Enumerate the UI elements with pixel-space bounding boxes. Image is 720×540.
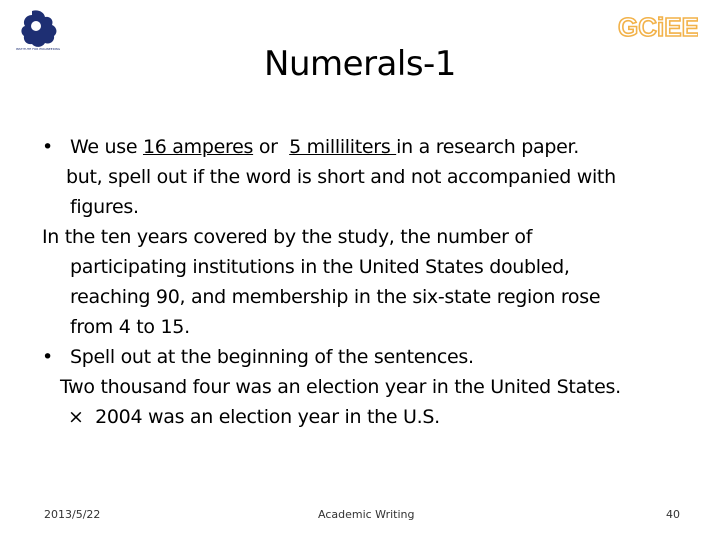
- institute-logo-caption: INSTITUTE FOR ENGINEERING: [15, 47, 61, 51]
- bullet-marker: •: [42, 136, 53, 158]
- footer-date: 2013/5/22: [44, 508, 101, 521]
- cross-mark-icon: ×: [68, 406, 84, 428]
- line1-prefix: We use: [70, 136, 143, 158]
- bullet-line-1: [44, 132, 714, 162]
- gciee-logo: [618, 12, 698, 42]
- line-8: Spell out at the beginning of the sentences.: [70, 346, 474, 368]
- line-7: from 4 to 15.: [70, 316, 190, 338]
- bullet-line-2: [44, 342, 714, 372]
- bullet-marker: •: [42, 346, 53, 368]
- line-10: [44, 402, 714, 432]
- footer-page-number: 40: [666, 508, 680, 521]
- line-10-text: 2004 was an election year in the U.S.: [95, 406, 440, 428]
- line-9: Two thousand four was an election year in the United States.: [60, 376, 621, 398]
- line-5: participating institutions in the United States doubled,: [70, 256, 570, 278]
- line1-underlined-1: 16 amperes: [142, 136, 254, 158]
- line-2: but, spell out if the word is short and not accompanied with: [66, 166, 616, 188]
- line1-mid: or: [253, 136, 290, 158]
- line-3: figures.: [70, 196, 139, 218]
- line-6: reaching 90, and membership in the six-state region rose: [70, 286, 601, 308]
- footer-title: Academic Writing: [318, 508, 415, 521]
- gciee-logo-text: GCiEE: [618, 12, 698, 42]
- line1-suffix: in a research paper.: [396, 136, 579, 158]
- slide-title: Numerals-1: [264, 44, 456, 84]
- gciee-logo-icon: [618, 12, 698, 42]
- line-4: In the ten years covered by the study, the number of: [42, 226, 533, 248]
- line1-underlined-2: 5 milliliters: [289, 136, 397, 158]
- slide-body: [44, 132, 714, 432]
